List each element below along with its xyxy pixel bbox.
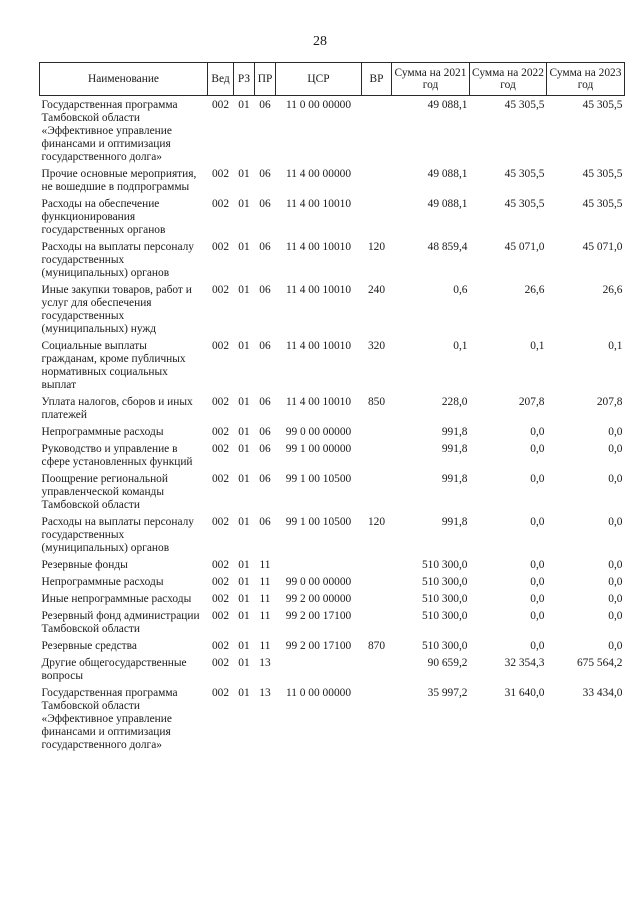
cell-csr xyxy=(276,657,362,687)
table-row xyxy=(40,96,625,169)
cell-pr: 06 xyxy=(259,473,271,485)
cell-pr: 06 xyxy=(259,168,271,180)
cell-sum-2021: 991,8 xyxy=(441,426,468,438)
cell-sum-2022: 0,0 xyxy=(530,559,545,571)
cell-vr xyxy=(362,443,392,473)
cell-vr: 120 xyxy=(367,516,386,528)
cell-ved: 002 xyxy=(211,168,230,180)
cell-vr xyxy=(362,198,392,241)
cell-csr: 99 0 00 00000 xyxy=(285,426,352,438)
cell-name: Резервный фонд администрации Тамбовской области xyxy=(41,610,200,635)
cell-sum-2022: 0,0 xyxy=(530,593,545,605)
cell-rz: 01 xyxy=(238,473,250,485)
cell-csr: 99 1 00 10500 xyxy=(285,473,352,485)
cell-pr: 06 xyxy=(259,516,271,528)
cell-csr: 99 2 00 00000 xyxy=(285,593,352,605)
cell-sum-2021: 510 300,0 xyxy=(421,610,468,622)
table-row xyxy=(40,241,625,284)
cell-pr: 06 xyxy=(259,340,271,352)
cell-name: Государственная программа Тамбовской области «Эффективное управление финансами и оптимизация государственного долга» xyxy=(41,99,178,163)
cell-sum-2023: 45 305,5 xyxy=(582,99,623,111)
header-sum-2022: Сумма на 2022 год xyxy=(470,63,547,96)
cell-sum-2023: 45 305,5 xyxy=(582,168,623,180)
cell-vr xyxy=(362,657,392,687)
cell-sum-2021: 48 859,4 xyxy=(427,241,468,253)
header-rz: РЗ xyxy=(234,63,255,96)
cell-ved: 002 xyxy=(211,396,230,408)
header-sum-2021: Сумма на 2021 год xyxy=(392,63,470,96)
table-row xyxy=(40,610,625,640)
cell-sum-2021: 49 088,1 xyxy=(427,198,468,210)
cell-sum-2021: 510 300,0 xyxy=(421,559,468,571)
cell-vr xyxy=(362,473,392,516)
cell-sum-2023: 45 071,0 xyxy=(582,241,623,253)
cell-sum-2022: 31 640,0 xyxy=(504,687,545,699)
cell-sum-2023: 207,8 xyxy=(596,396,623,408)
cell-rz: 01 xyxy=(238,559,250,571)
cell-sum-2022: 207,8 xyxy=(518,396,545,408)
cell-rz: 01 xyxy=(238,443,250,455)
table-row xyxy=(40,516,625,559)
table-row xyxy=(40,168,625,198)
cell-pr: 06 xyxy=(259,99,271,111)
cell-vr: 120 xyxy=(367,241,386,253)
cell-pr: 11 xyxy=(259,640,271,652)
header-sum-2023: Сумма на 2023 год xyxy=(547,63,625,96)
cell-sum-2023: 0,0 xyxy=(608,610,623,622)
header-vr: ВР xyxy=(362,63,392,96)
table-row xyxy=(40,396,625,426)
cell-name: Уплата налогов, сборов и иных платежей xyxy=(41,396,193,421)
cell-sum-2022: 45 305,5 xyxy=(504,198,545,210)
cell-sum-2021: 510 300,0 xyxy=(421,640,468,652)
cell-name: Поощрение региональной управленческой команды Тамбовской области xyxy=(41,473,168,511)
cell-sum-2022: 0,1 xyxy=(530,340,545,352)
cell-csr: 11 4 00 10010 xyxy=(285,284,352,296)
cell-ved: 002 xyxy=(211,473,230,485)
cell-vr xyxy=(362,687,392,756)
cell-vr xyxy=(362,593,392,610)
cell-sum-2022: 0,0 xyxy=(530,473,545,485)
cell-sum-2022: 0,0 xyxy=(530,610,545,622)
cell-sum-2022: 0,0 xyxy=(530,516,545,528)
cell-ved: 002 xyxy=(211,340,230,352)
cell-rz: 01 xyxy=(238,284,250,296)
cell-ved: 002 xyxy=(211,516,230,528)
cell-sum-2022: 0,0 xyxy=(530,576,545,588)
header-csr: ЦСР xyxy=(276,63,362,96)
cell-sum-2023: 0,0 xyxy=(608,426,623,438)
cell-name: Расходы на выплаты персоналу государственных (муниципальных) органов xyxy=(41,241,194,279)
cell-name: Расходы на выплаты персоналу государственных (муниципальных) органов xyxy=(41,516,194,554)
cell-sum-2022: 0,0 xyxy=(530,443,545,455)
cell-sum-2023: 26,6 xyxy=(602,284,623,296)
cell-csr: 99 1 00 00000 xyxy=(285,443,352,455)
cell-name: Государственная программа Тамбовской области «Эффективное управление финансами и оптимизация государственного долга» xyxy=(41,687,178,751)
budget-table xyxy=(39,62,625,756)
cell-vr: 320 xyxy=(367,340,386,352)
cell-sum-2021: 49 088,1 xyxy=(427,99,468,111)
table-row xyxy=(40,443,625,473)
cell-csr: 99 1 00 10500 xyxy=(285,516,352,528)
cell-sum-2022: 32 354,3 xyxy=(504,657,545,669)
cell-csr: 99 2 00 17100 xyxy=(285,610,352,622)
cell-pr: 06 xyxy=(259,426,271,438)
cell-name: Непрограммные расходы xyxy=(41,576,164,588)
cell-pr: 11 xyxy=(259,593,271,605)
cell-rz: 01 xyxy=(238,516,250,528)
cell-name: Резервные средства xyxy=(41,640,137,652)
cell-name: Иные закупки товаров, работ и услуг для обеспечения государственных (муниципальных) нужд xyxy=(41,284,192,335)
table-row xyxy=(40,657,625,687)
cell-pr: 06 xyxy=(259,198,271,210)
cell-sum-2023: 0,0 xyxy=(608,576,623,588)
cell-ved: 002 xyxy=(211,640,230,652)
header-pr: ПР xyxy=(255,63,276,96)
cell-name: Социальные выплаты гражданам, кроме публичных нормативных социальных выплат xyxy=(41,340,186,391)
cell-name: Прочие основные мероприятия, не вошедшие в подпрограммы xyxy=(41,168,197,193)
cell-rz: 01 xyxy=(238,576,250,588)
cell-sum-2022: 0,0 xyxy=(530,426,545,438)
table-row xyxy=(40,473,625,516)
cell-name: Расходы на обеспечение функционирования государственных органов xyxy=(41,198,166,236)
cell-sum-2021: 991,8 xyxy=(441,473,468,485)
cell-vr xyxy=(362,559,392,576)
cell-sum-2022: 45 071,0 xyxy=(504,241,545,253)
cell-ved: 002 xyxy=(211,559,230,571)
cell-name: Иные непрограммные расходы xyxy=(41,593,192,605)
table-row xyxy=(40,640,625,657)
cell-csr: 11 0 00 00000 xyxy=(285,99,352,111)
cell-csr: 11 4 00 10010 xyxy=(285,241,352,253)
cell-pr: 06 xyxy=(259,241,271,253)
cell-rz: 01 xyxy=(238,640,250,652)
cell-pr: 11 xyxy=(259,576,271,588)
cell-ved: 002 xyxy=(211,576,230,588)
cell-ved: 002 xyxy=(211,610,230,622)
table-row xyxy=(40,593,625,610)
cell-vr xyxy=(362,96,392,169)
cell-sum-2023: 0,0 xyxy=(608,593,623,605)
cell-rz: 01 xyxy=(238,687,250,699)
cell-rz: 01 xyxy=(238,241,250,253)
table-row xyxy=(40,426,625,443)
cell-sum-2023: 33 434,0 xyxy=(582,687,623,699)
cell-csr xyxy=(276,559,362,576)
cell-ved: 002 xyxy=(211,99,230,111)
cell-sum-2023: 0,0 xyxy=(608,559,623,571)
cell-rz: 01 xyxy=(238,426,250,438)
cell-sum-2021: 991,8 xyxy=(441,516,468,528)
cell-pr: 06 xyxy=(259,396,271,408)
cell-name: Другие общегосударственные вопросы xyxy=(41,657,187,682)
cell-sum-2021: 228,0 xyxy=(441,396,468,408)
table-row xyxy=(40,284,625,340)
cell-sum-2021: 510 300,0 xyxy=(421,593,468,605)
cell-rz: 01 xyxy=(238,198,250,210)
cell-csr: 11 4 00 10010 xyxy=(285,198,352,210)
cell-rz: 01 xyxy=(238,99,250,111)
cell-csr: 11 4 00 10010 xyxy=(285,340,352,352)
cell-sum-2021: 0,6 xyxy=(453,284,468,296)
cell-ved: 002 xyxy=(211,443,230,455)
cell-ved: 002 xyxy=(211,284,230,296)
cell-pr: 11 xyxy=(259,610,271,622)
table-row xyxy=(40,559,625,576)
cell-sum-2023: 45 305,5 xyxy=(582,198,623,210)
cell-sum-2022: 45 305,5 xyxy=(504,168,545,180)
cell-name: Непрограммные расходы xyxy=(41,426,164,438)
cell-pr: 11 xyxy=(259,559,271,571)
cell-sum-2022: 26,6 xyxy=(524,284,545,296)
cell-rz: 01 xyxy=(238,593,250,605)
cell-csr: 11 0 00 00000 xyxy=(285,687,352,699)
cell-sum-2023: 0,0 xyxy=(608,473,623,485)
cell-vr xyxy=(362,576,392,593)
cell-ved: 002 xyxy=(211,593,230,605)
cell-name: Руководство и управление в сфере установленных функций xyxy=(41,443,193,468)
cell-sum-2021: 49 088,1 xyxy=(427,168,468,180)
table-row xyxy=(40,340,625,396)
cell-sum-2022: 45 305,5 xyxy=(504,99,545,111)
cell-sum-2021: 90 659,2 xyxy=(427,657,468,669)
cell-rz: 01 xyxy=(238,610,250,622)
cell-csr: 11 4 00 10010 xyxy=(285,396,352,408)
cell-rz: 01 xyxy=(238,340,250,352)
cell-vr xyxy=(362,426,392,443)
table-header xyxy=(40,63,625,96)
cell-vr xyxy=(362,168,392,198)
cell-sum-2023: 0,0 xyxy=(608,640,623,652)
cell-ved: 002 xyxy=(211,687,230,699)
cell-sum-2023: 0,1 xyxy=(608,340,623,352)
cell-csr: 11 4 00 00000 xyxy=(285,168,352,180)
cell-csr: 99 2 00 17100 xyxy=(285,640,352,652)
cell-vr: 870 xyxy=(367,640,386,652)
cell-sum-2021: 510 300,0 xyxy=(421,576,468,588)
cell-vr: 240 xyxy=(367,284,386,296)
cell-ved: 002 xyxy=(211,657,230,669)
header-ved: Вед xyxy=(208,63,234,96)
cell-pr: 06 xyxy=(259,284,271,296)
cell-sum-2022: 0,0 xyxy=(530,640,545,652)
cell-name: Резервные фонды xyxy=(41,559,128,571)
table-body xyxy=(40,96,625,757)
table-row xyxy=(40,198,625,241)
cell-vr xyxy=(362,610,392,640)
cell-sum-2023: 0,0 xyxy=(608,516,623,528)
cell-csr: 99 0 00 00000 xyxy=(285,576,352,588)
page-number: 28 xyxy=(313,34,327,49)
cell-pr: 13 xyxy=(259,657,271,669)
cell-rz: 01 xyxy=(238,168,250,180)
cell-ved: 002 xyxy=(211,198,230,210)
table-row xyxy=(40,687,625,756)
cell-vr: 850 xyxy=(367,396,386,408)
cell-sum-2021: 35 997,2 xyxy=(427,687,468,699)
cell-pr: 13 xyxy=(259,687,271,699)
cell-sum-2023: 0,0 xyxy=(608,443,623,455)
cell-ved: 002 xyxy=(211,241,230,253)
cell-rz: 01 xyxy=(238,396,250,408)
cell-ved: 002 xyxy=(211,426,230,438)
cell-sum-2021: 991,8 xyxy=(441,443,468,455)
header-name: Наименование xyxy=(40,63,208,96)
cell-sum-2021: 0,1 xyxy=(453,340,468,352)
cell-sum-2023: 675 564,2 xyxy=(576,657,623,669)
cell-pr: 06 xyxy=(259,443,271,455)
cell-rz: 01 xyxy=(238,657,250,669)
table-row xyxy=(40,576,625,593)
